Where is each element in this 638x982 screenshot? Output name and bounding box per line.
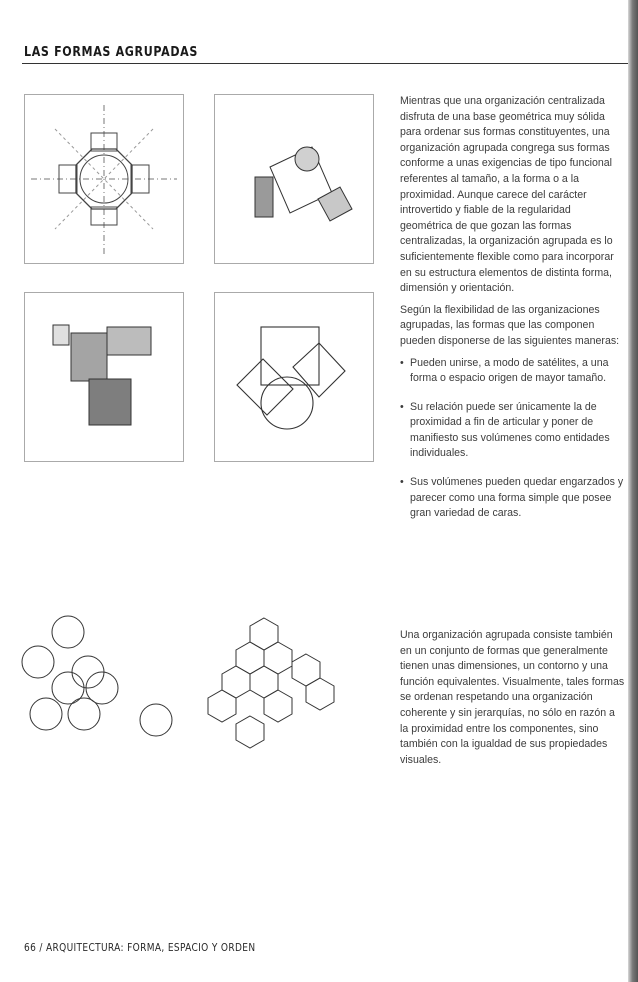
header-rule	[22, 63, 630, 64]
book-spine-edge	[628, 0, 638, 982]
figure-interlocking-shapes	[214, 292, 374, 462]
arrangement-list	[400, 356, 626, 522]
list-item: • Pueden unirse, a modo de satélites, a una forma o espacio origen de mayor tamaño.	[400, 356, 626, 387]
paragraph-centralized-vs-clustered: Mientras que una organización centralizada disfruta de una base geométrica muy sólida para ordenar sus formas constituyentes, una organización agrupada congrega sus formas conforme a unas exigencias de tipo funcional referentes al tamaño, a la forma o a la proximidad. Aunque carece del carácter introvertido y fiable de la regularidad geométrica de que gozan las formas centralizadas, la organización agrupada es lo suficientemente flexible como para incorporar en su estructura elementos de distinta forma, dimensión y orientación.	[400, 95, 614, 295]
page-footer: 66 / ARQUITECTURA: FORMA, ESPACIO Y ORDEN	[24, 942, 256, 954]
interlocking-shapes-drawing	[215, 293, 373, 461]
circle-cluster-drawing	[20, 610, 190, 750]
paragraph-equivalent-forms: Una organización agrupada consiste también en un conjunto de formas que generalmente tienen unas dimensiones, un contorno y una función equivalentes. Visualmente, tales formas se ordenan respetando una organización coherente y sin jerarquías, no sólo en razón a la proximidad entre los componentes, sino también con la igualdad de sus propiedades visuales.	[400, 629, 625, 766]
figure-centralized-plan	[24, 94, 184, 264]
centralized-plan-drawing	[25, 95, 183, 263]
page-title: LAS FORMAS AGRUPADAS	[24, 44, 199, 60]
text-column-bottom	[400, 628, 626, 774]
rotated-cluster-drawing	[215, 95, 373, 263]
list-item: • Su relación puede ser únicamente la de proximidad a fin de articular y poner de manifiesto sus volúmenes como entidades individuales.	[400, 400, 626, 462]
figure-hexagon-cluster	[206, 616, 356, 756]
paragraph-flexibility: Según la flexibilidad de las organizaciones agrupadas, las formas que las componen pueden disponerse de las siguientes maneras:	[400, 303, 620, 347]
figure-shaded-squares	[24, 292, 184, 462]
text-column-top	[400, 94, 626, 535]
figure-rotated-cluster	[214, 94, 374, 264]
hexagon-cluster-drawing	[206, 616, 356, 756]
list-item: • Sus volúmenes pueden quedar engarzados y parecer como una forma simple que posee gran variedad de caras.	[400, 475, 626, 522]
figure-circle-cluster	[20, 610, 190, 750]
shaded-squares-drawing	[25, 293, 183, 461]
